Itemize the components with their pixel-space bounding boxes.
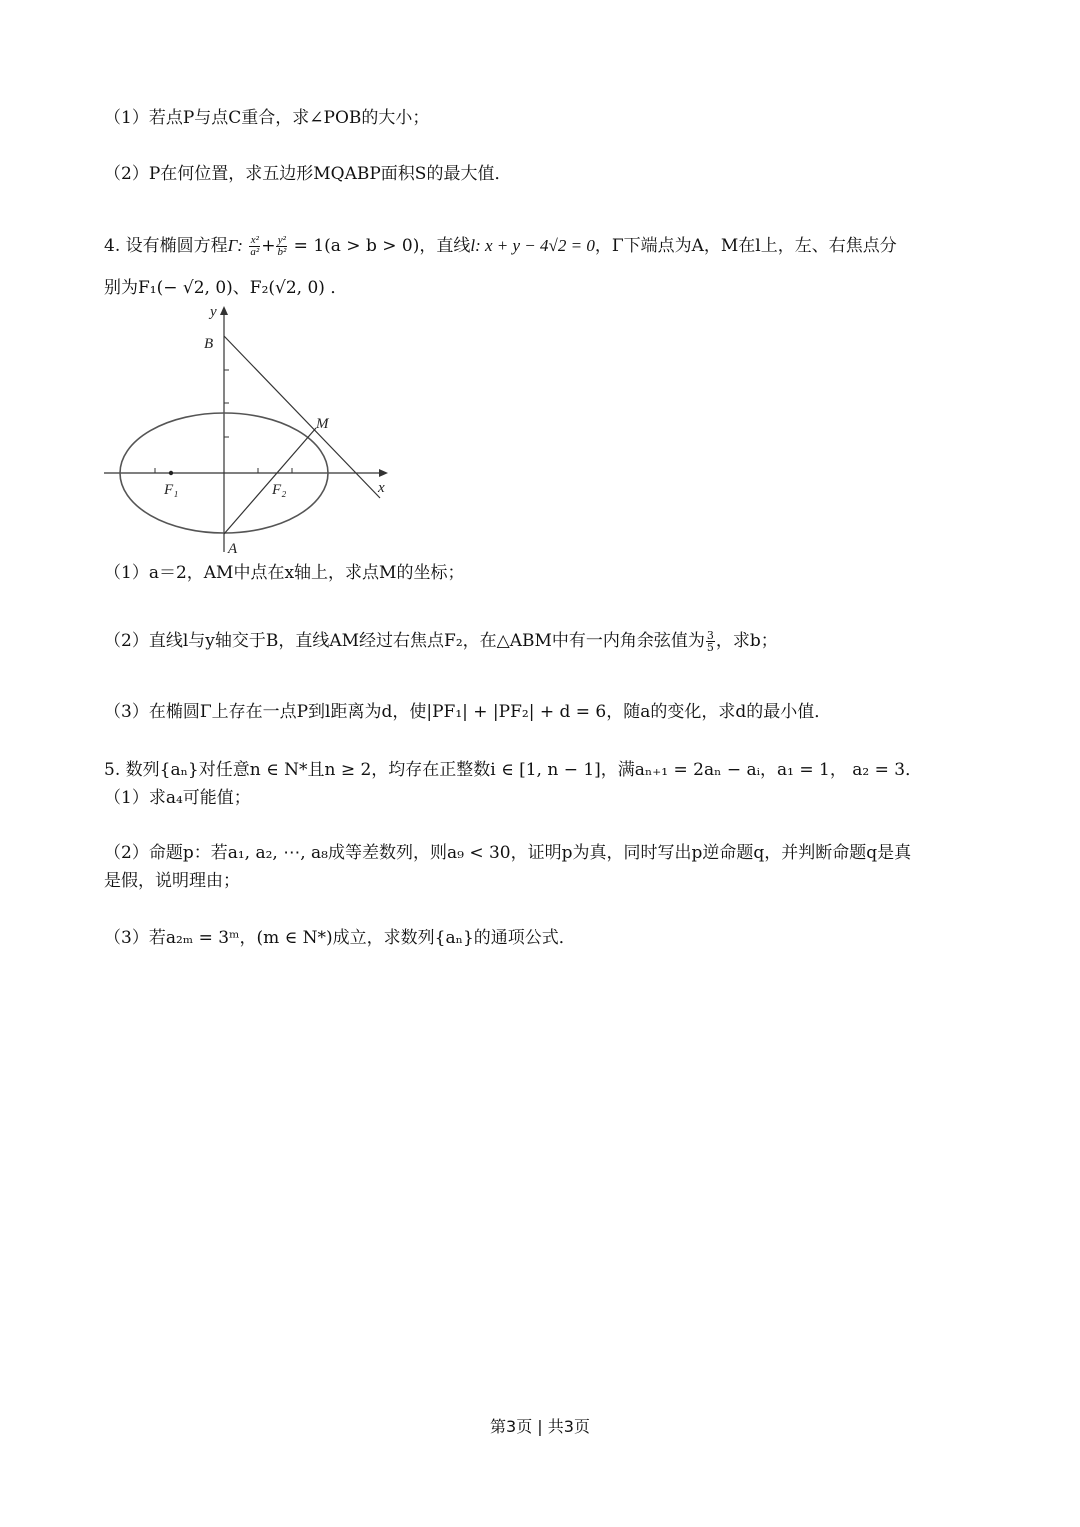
label-M: M xyxy=(316,416,329,432)
q5-stem: 5. 数列{aₙ}对任意n ∈ N*且n ≥ 2，均存在正整数i ∈ [1, n − 1]，满aₙ₊₁ = 2aₙ − aᵢ，a₁ = 1， a₂ = 3． xyxy=(104,760,923,780)
q4-stem-line2: 别为F₁(− √2, 0)、F₂(√2, 0) ． xyxy=(104,278,348,298)
ellipse-figure xyxy=(100,300,400,560)
q4-rest: ，Γ下端点为A，M在l上，左、右焦点分 xyxy=(594,236,897,256)
q3-part2: （2）P在何位置，求五边形MQABP面积S的最大值． xyxy=(104,164,512,184)
q4-number: 4. xyxy=(104,236,121,256)
label-x: x xyxy=(378,480,385,496)
q4-stem-line1 xyxy=(104,233,897,259)
q4-part2-post: ，求b； xyxy=(715,631,778,651)
q4-part2-pre: （2）直线l与y轴交于B，直线AM经过右焦点F₂，在△ABM中有一内角余弦值为 xyxy=(104,631,705,651)
q4-frac-x-den: a² xyxy=(250,246,260,258)
q5-part3: （3）若a₂ₘ = 3ᵐ，(m ∈ N*)成立，求数列{aₙ}的通项公式． xyxy=(104,928,576,948)
q4-line-eq: l: x + y − 4√2 = 0 xyxy=(470,236,595,255)
q4-lead: 设有椭圆方程 xyxy=(125,236,228,256)
q4-frac-y-num: y² xyxy=(277,234,286,246)
q4-frac-y-den: b² xyxy=(277,246,287,258)
q4-frac-x-num: x² xyxy=(250,234,259,246)
label-F2: F₂ xyxy=(272,482,287,498)
y-axis-arrow xyxy=(220,306,228,315)
q4-part2 xyxy=(104,628,778,654)
q4-gamma: Γ: xyxy=(227,236,243,255)
page-footer: 第3页 | 共3页 xyxy=(490,1417,590,1436)
q4-frac-x xyxy=(249,235,260,258)
q4-part2-frac xyxy=(706,630,715,653)
point-F1 xyxy=(169,471,173,475)
q4-rhs: = 1(a > b > 0)，直线 xyxy=(293,236,471,256)
q4-part1: （1）a＝2，AM中点在x轴上，求点M的坐标； xyxy=(104,563,465,583)
q5-part1: （1）求a₄可能值； xyxy=(104,788,251,808)
q4-part2-frac-den: 5 xyxy=(706,641,714,654)
q4-part3: （3）在椭圆Γ上存在一点P到l距离为d，使|PF₁| + |PF₂| + d = 6，随a的变化，求d的最小值． xyxy=(104,702,832,722)
q4-frac-y xyxy=(276,235,287,258)
line-AM xyxy=(224,428,316,534)
line-l xyxy=(224,336,380,498)
label-F1: F₁ xyxy=(164,482,179,498)
label-B: B xyxy=(204,336,214,352)
x-axis-arrow xyxy=(379,469,388,477)
q3-part1: （1）若点P与点C重合，求∠POB的大小； xyxy=(104,108,430,128)
q4-plus: + xyxy=(261,236,276,256)
q5-part2-line2: 是假，说明理由； xyxy=(104,871,240,891)
label-A: A xyxy=(228,541,238,557)
q5-part2-line1: （2）命题p：若a₁, a₂, ⋯, a₈成等差数列，则a₉ < 30，证明p为真，同时写出p逆命题q，并判断命题q是真 xyxy=(104,843,912,863)
q4-part2-frac-num: 3 xyxy=(706,629,714,642)
label-y: y xyxy=(210,304,217,320)
